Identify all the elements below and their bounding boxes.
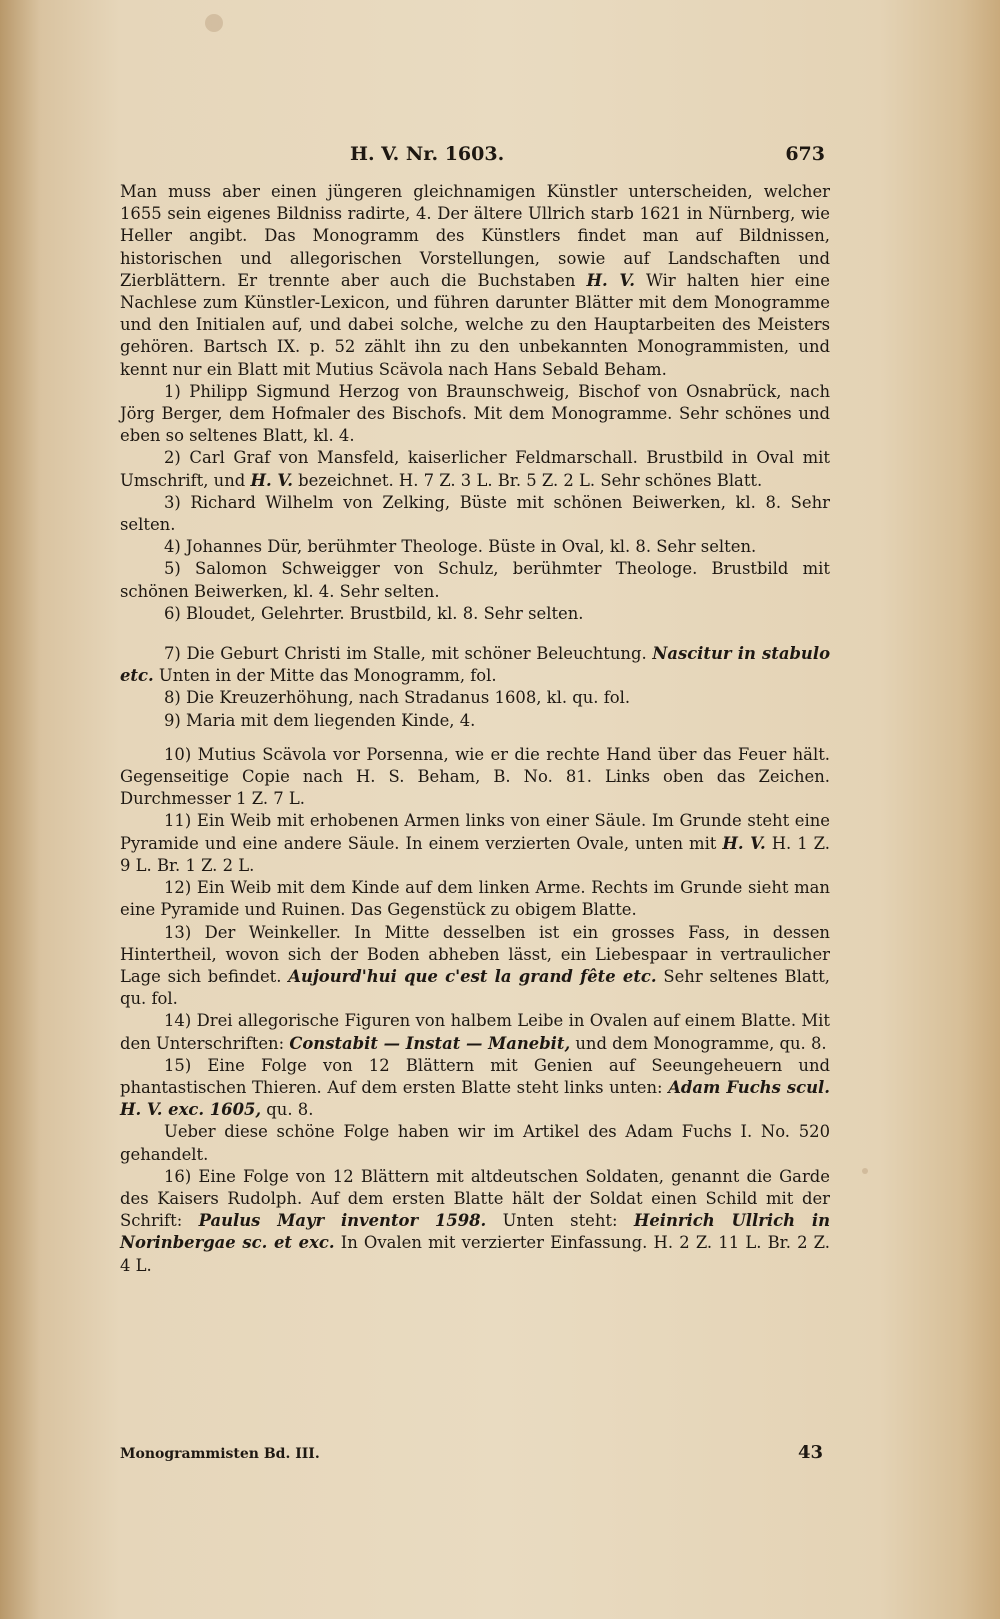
paper-stain: [205, 14, 223, 32]
entry-13: 13) Der Weinkeller. In Mitte desselben ist ein grosses Fass, in dessen Hintertheil, wovon sich der Boden abheben lässt, ein Liebespaar in vertraulicher Lage sich befindet. Aujourd'hui que c'est la grand fête etc. Sehr seltenes Blatt, qu. fol.: [120, 922, 830, 1009]
entry-2: 2) Carl Graf von Mansfeld, kaiserlicher Feldmarschall. Brustbild in Oval mit Umschrift, und H. V. bezeichnet. H. 7 Z. 3 L. Br. 5 Z. 2 L. Sehr schönes Blatt.: [120, 448, 830, 490]
footer-volume: Monogrammisten Bd. III.: [120, 1446, 320, 1462]
intro-paragraph: Man muss aber einen jüngeren gleichnamigen Künstler unterscheiden, welcher 1655 sein eigenes Bildniss radirte, 4. Der ältere Ullrich starb 1621 in Nürnberg, wie Heller angibt. Das Monogramm des Künstlers findet man auf Bildnissen, historischen und allegorischen Vorstellungen, sowie auf Landschaften und Zierblättern. Er trennte aber auch die Buchstaben H. V. Wir halten hier eine Nachlese zum Künstler-Lexicon, und führen darunter Blätter mit dem Monogramme und den Initialen auf, und dabei solche, welche zu den Hauptarbeiten des Meisters gehören. Bartsch IX. p. 52 zählt ihn zu den unbekannten Monogrammisten, und kennt nur ein Blatt mit Mutius Scävola nach Hans Sebald Beham.: [120, 182, 830, 379]
entry-15-note: Ueber diese schöne Folge haben wir im Artikel des Adam Fuchs I. No. 520 gehandelt.: [120, 1122, 830, 1164]
entry-7: 7) Die Geburt Christi im Stalle, mit schöner Beleuchtung. Nascitur in stabulo etc. Unten in der Mitte das Monogramm, fol.: [120, 644, 830, 686]
page-number: 673: [785, 143, 825, 165]
entry-8: 8) Die Kreuzerhöhung, nach Stradanus 1608, kl. qu. fol.: [164, 688, 631, 708]
entry-11: 11) Ein Weib mit erhobenen Armen links von einer Säule. Im Grunde steht eine Pyramide und eine andere Säule. In einem verzierten Ovale, unten mit H. V. H. 1 Z. 9 L. Br. 1 Z. 2 L.: [120, 811, 830, 875]
header-title: H. V. Nr. 1603.: [350, 143, 505, 165]
page-body: [120, 181, 830, 1277]
entry-5: 5) Salomon Schweigger von Schulz, berühmter Theologe. Brustbild mit schönen Beiwerken, kl. 4. Sehr selten.: [120, 559, 830, 601]
entry-1: 1) Philipp Sigmund Herzog von Braunschweig, Bischof von Osnabrück, nach Jörg Berger, dem Hofmaler des Bischofs. Mit dem Monogramme. Sehr schönes und eben so seltenes Blatt, kl. 4.: [120, 381, 830, 446]
entry-9: 9) Maria mit dem liegenden Kinde, 4.: [164, 710, 476, 730]
entry-16: 16) Eine Folge von 12 Blättern mit altdeutschen Soldaten, genannt die Garde des Kaisers Rudolph. Auf dem ersten Blatte hält der Soldat einen Schild mit der Schrift: Paulus Mayr inventor 1598. Unten steht: Heinrich Ullrich in Norinbergae sc. et exc. In Ovalen mit verzierter Einfassung. H. 2 Z. 11 L. Br. 2 Z. 4 L.: [120, 1166, 830, 1275]
paper-stain: [862, 1168, 868, 1174]
entry-3: 3) Richard Wilhelm von Zelking, Büste mit schönen Beiwerken, kl. 8. Sehr selten.: [120, 492, 830, 535]
signature-mark: 43: [797, 1442, 823, 1463]
entry-14: 14) Drei allegorische Figuren von halbem Leibe in Ovalen auf einem Blatte. Mit den Unterschriften: Constabit — Instat — Manebit, und dem Monogramme, qu. 8.: [120, 1011, 830, 1053]
entry-12: 12) Ein Weib mit dem Kinde auf dem linken Arme. Rechts im Grunde sieht man eine Pyramide und Ruinen. Das Gegenstück zu obigem Blatte.: [120, 878, 830, 920]
section-gap: [120, 732, 830, 744]
section-gap: [120, 625, 830, 643]
page-footer: [120, 1442, 823, 1470]
entry-6: 6) Bloudet, Gelehrter. Brustbild, kl. 8. Sehr selten.: [164, 603, 584, 623]
running-header: [120, 143, 825, 169]
entry-10: 10) Mutius Scävola vor Porsenna, wie er die rechte Hand über das Feuer hält. Gegenseitige Copie nach H. S. Beham, B. No. 81. Links oben das Zeichen. Durchmesser 1 Z. 7 L.: [120, 744, 830, 809]
entry-15: 15) Eine Folge von 12 Blättern mit Genien auf Seeungeheuern und phantastischen Thieren. Auf dem ersten Blatte steht links unten: Adam Fuchs scul. H. V. exc. 1605, qu. 8.: [120, 1055, 830, 1120]
entry-4: 4) Johannes Dür, berühmter Theologe. Büste in Oval, kl. 8. Sehr selten.: [164, 537, 757, 557]
